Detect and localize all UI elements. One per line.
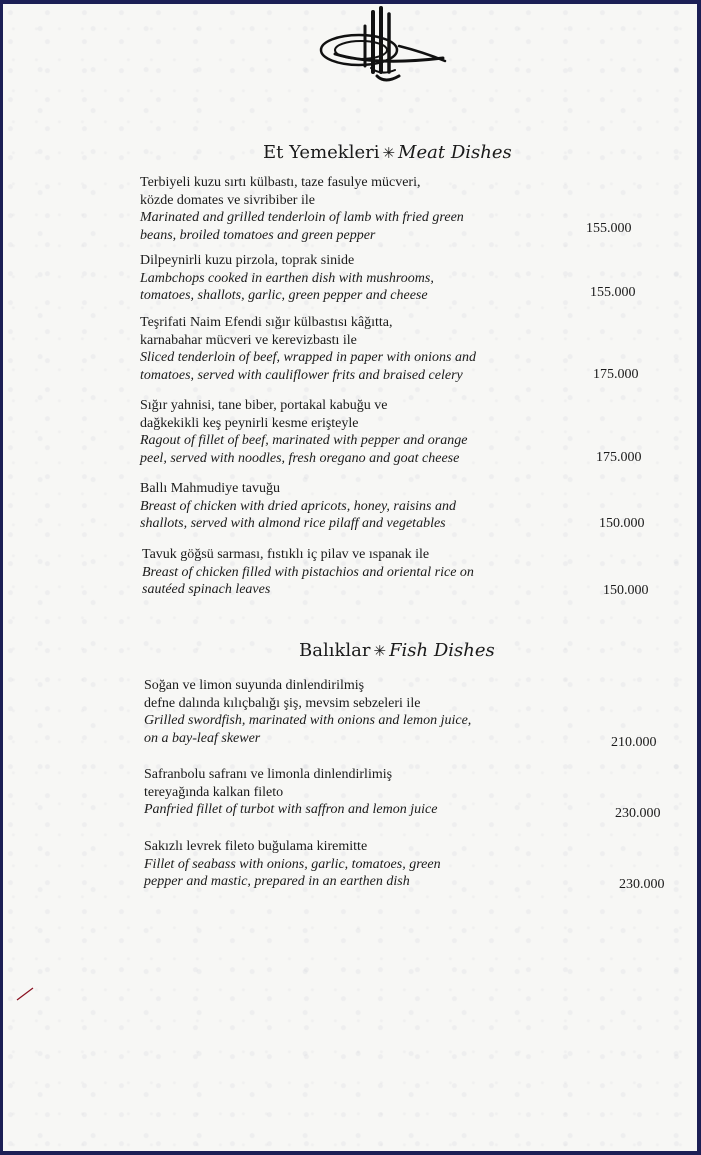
section-title-fish [299,640,495,661]
dish-price: 155.000 [586,221,632,236]
menu-item-beef-paper [140,314,540,384]
menu-item-chicken-roll [142,546,542,599]
dish-description-en: Lambchops cooked in earthen dish with mushrooms, [140,270,434,286]
asterisk-icon: ✳ [373,642,387,660]
dish-name-tr: karnabahar mücveri ve kerevizbastı ile [140,332,357,348]
dish-description-en: sautéed spinach leaves [142,582,271,597]
dish-price: 230.000 [619,877,665,892]
dish-description-en: Breast of chicken with dried apricots, honey, raisins and [140,498,457,514]
dish-name-tr: dağkekikli keş peynirli kesme erişteyle [140,415,359,431]
dish-description-en: Breast of chicken filled with pistachios and oriental rice on [142,564,474,580]
dish-description-en: pepper and mastic, prepared in an earthen dish [144,874,410,889]
menu-item-lambchops [140,252,540,305]
dish-name-tr: Terbiyeli kuzu sırtı külbastı, taze fasulye mücveri, [140,175,421,190]
dish-description-en: Fillet of seabass with onions, garlic, tomatoes, green [144,856,441,872]
section-title-meat [263,142,512,163]
dish-description-en: tomatoes, served with cauliflower frits and braised celery [140,367,463,383]
dish-description-en: on a bay-leaf skewer [144,730,261,746]
dish-name-tr: Safranbolu safranı ve limonla dinlendirlimiş [144,767,393,782]
asterisk-icon: ✳ [382,144,396,162]
dish-price: 230.000 [615,806,661,821]
dish-description-en: Sliced tenderloin of beef, wrapped in paper with onions and [140,350,476,365]
dish-price: 175.000 [596,450,642,465]
section-title-tr: Balıklar [299,640,371,661]
dish-name-tr: Sığır yahnisi, tane biber, portakal kabuğu ve [140,398,388,413]
menu-item-seabass [144,838,544,891]
menu-item-beef-ragout [140,397,540,467]
menu-item-turbot [144,766,544,819]
dish-name-tr: tereyağında kalkan fileto [144,784,284,800]
dish-name-tr: Teşrifati Naim Efendi sığır külbastısı kâğıtta, [140,315,393,330]
dish-price: 210.000 [611,735,657,750]
dish-description-en: beans, broiled tomatoes and green pepper [140,227,376,243]
dish-price: 150.000 [603,583,649,598]
section-title-tr: Et Yemekleri [263,142,380,163]
dish-name-tr: defne dalında kılıçbalığı şiş, mevsim sebzeleri ile [144,695,421,711]
dish-description-en: peel, served with noodles, fresh oregano and goat cheese [140,450,460,466]
dish-description-en: Ragout of fillet of beef, marinated with pepper and orange [140,433,468,448]
tugra-icon [315,6,447,86]
dish-price: 175.000 [593,367,639,382]
dish-name-tr: közde domates ve sivribiber ile [140,192,315,208]
dish-name-tr: Tavuk göğsü sarması, fıstıklı iç pilav ve ıspanak ile [142,547,430,562]
dish-name-tr: Soğan ve limon suyunda dinlendirilmiş [144,678,365,693]
dish-name-tr: Dilpeynirli kuzu pirzola, toprak sinide [140,253,355,268]
pen-mark-icon [15,986,35,1002]
dish-price: 150.000 [599,516,645,531]
dish-price: 155.000 [590,285,636,300]
section-title-en: Meat Dishes [398,142,512,163]
dish-description-en: Marinated and grilled tenderloin of lamb with fried green [140,210,464,225]
menu-item-swordfish [144,677,544,747]
menu-page [3,4,697,1151]
dish-description-en: Grilled swordfish, marinated with onions and lemon juice, [144,713,472,728]
dish-name-tr: Ballı Mahmudiye tavuğu [140,481,280,496]
menu-item-mahmudiye-chicken [140,480,540,533]
dish-description-en: shallots, served with almond rice pilaff and vegetables [140,516,446,531]
dish-name-tr: Sakızlı levrek fileto buğulama kiremitte [144,839,368,854]
dish-description-en: Panfried fillet of turbot with saffron and lemon juice [144,802,438,817]
dish-description-en: tomatoes, shallots, garlic, green pepper and cheese [140,288,428,303]
section-title-en: Fish Dishes [389,640,495,661]
menu-item-lamb-tenderloin [140,174,540,244]
